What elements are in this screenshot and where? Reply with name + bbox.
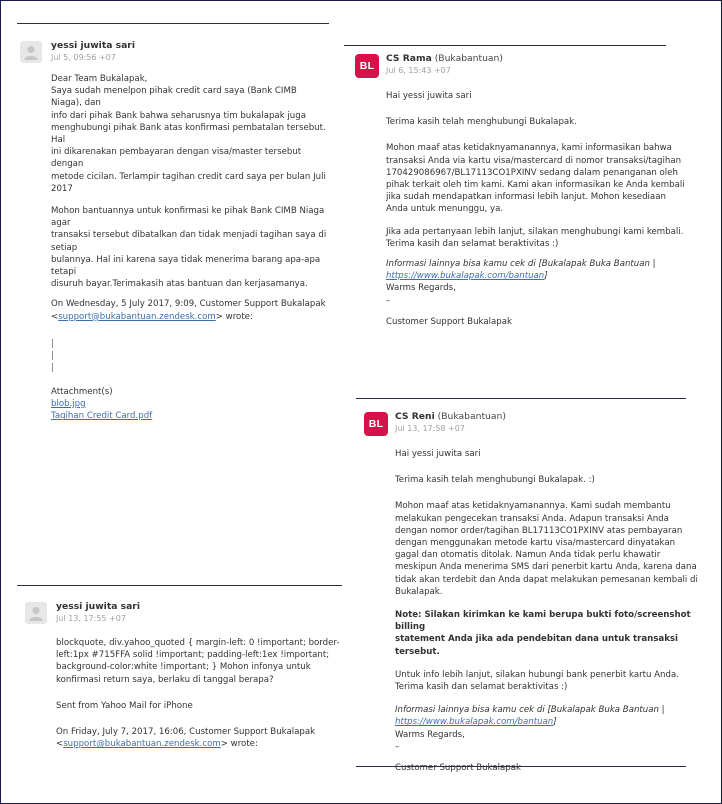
message-date: Jul 5, 09:56 +07 [51, 53, 116, 62]
help-link[interactable]: https://www.bukalapak.com/bantuan [386, 271, 545, 282]
message-paragraph: Jika ada pertanyaan lebih lanjut, silakan menghubungi kami kembali. Terima kasih dan selamat beraktivitas :) [386, 226, 684, 249]
user-avatar [25, 602, 47, 624]
message-paragraph: Untuk info lebih lanjut, silakan hubungi bank penerbit kartu Anda. Terima kasih dan selamat beraktivitas :) [395, 669, 679, 693]
message-date: Jul 6, 15:43 +07 [386, 66, 451, 75]
signature: Customer Support Bukalapak [386, 316, 512, 327]
info-link-line: https://www.bukalapak.com/bantuan] [386, 271, 548, 282]
divider-right-middle [356, 398, 686, 399]
signature: Customer Support Bukalapak [395, 763, 521, 774]
divider-left-bottom [17, 585, 342, 586]
person-icon [23, 44, 39, 60]
email-link[interactable]: support@bukabantuan.zendesk.com [63, 739, 221, 750]
message-date: Jul 13, 17:55 +07 [56, 614, 126, 623]
greeting: Hai yessi juwita sari [386, 91, 472, 101]
attachment-link[interactable]: blob.jpg [51, 399, 86, 410]
sender-name[interactable]: yessi juwita sari [51, 40, 135, 51]
message-agent-rama [355, 54, 695, 328]
quote-bars: | | | [51, 338, 54, 373]
message-paragraph: Saya sudah menelpon pihak credit card saya (Bank CIMB Niaga), dan info dari pihak Bank bahwa seharusnya tim bukalapak juga menghubungi pihak Bank atas konfirmasi pembatalan tersebut. Hal ini dikarenakan pembayaran dengan visa/master tersebut dengan metode cicilan. Terlampir tagihan credit card saya per bulan Juli 2017 [51, 86, 326, 194]
message-date: Jul 13, 17:58 +07 [395, 424, 465, 433]
info-text: Informasi lainnya bisa kamu cek di [Bukalapak Buka Bantuan | [386, 259, 656, 270]
user-avatar [20, 41, 42, 63]
message-paragraph: Mohon bantuannya untuk konfirmasi ke pihak Bank CIMB Niaga agar transaksi tersebut dibatalkan dan tidak menjadi tagihan saya di setiap bulannya. Hal ini karena saya tidak menerima barang apa-apa tetapi disuruh bayar.Terimakasih atas bantuan dan kerjasamanya. [51, 206, 327, 290]
quote-header: On Wednesday, 5 July 2017, 9:09, Customer Support Bukalapak <support@bukabantuan.zendesk.com> wrote: [51, 299, 326, 322]
bukalapak-logo: BL [355, 54, 379, 78]
message-paragraph: Mohon maaf atas ketidaknyamanannya. Kami sudah membantu melakukan pengecekan transaksi Anda. Adapun transaksi Anda dengan nomor order/tagihan BL17113CO1PXINV atas pembayaran dengan menggunakan metode kartu visa/mastercard dinyatakan gagal dan otomatis ditolak. Namun Anda tidak perlu khawatir meskipun Anda menerima SMS dari penerbit kartu Anda, karena dana tidak akan terdebit dan Anda dapat melakukan pemesanan kembali di Bukalapak. [395, 501, 698, 597]
attachment-link[interactable]: Tagihan Credit Card.pdf [51, 411, 153, 422]
greeting: Dear Team Bukalapak, [51, 74, 148, 84]
regards: Warms Regards, [395, 729, 465, 740]
message-paragraph: Sent from Yahoo Mail for iPhone [56, 700, 193, 711]
agent-name[interactable]: CS Rama (Bukabantuan) [386, 53, 503, 64]
divider-top-right [344, 45, 666, 46]
attachments-label: Attachment(s) [51, 386, 113, 397]
regards: Warms Regards, [386, 283, 456, 294]
dash: – [395, 741, 400, 752]
message-customer-1 [20, 41, 330, 422]
sender-name[interactable]: yessi juwita sari [56, 601, 140, 612]
message-paragraph: Terima kasih telah menghubungi Bukalapak. :) [395, 475, 595, 486]
message-paragraph: blockquote, div.yahoo_quoted { margin-left: 0 !important; border- left:1px #715FFA solid !important; padding-left:1ex !important; background-color:white !important; } Mohon infonya untuk konfirmasi return saya, berlaku di tanggal berapa? [56, 638, 340, 685]
quote-header: On Friday, July 7, 2017, 16:06, Customer Support Bukalapak <support@bukabantuan.zendesk.com> wrote: [56, 727, 316, 750]
greeting: Hai yessi juwita sari [395, 449, 481, 459]
message-agent-reni [364, 412, 704, 774]
divider-top-left [17, 23, 329, 24]
dash: – [386, 295, 391, 306]
info-link-line: https://www.bukalapak.com/bantuan] [395, 717, 557, 728]
help-link[interactable]: https://www.bukalapak.com/bantuan [395, 717, 554, 728]
person-icon [28, 605, 44, 621]
message-paragraph: Mohon maaf atas ketidaknyamanannya, kami informasikan bahwa transaksi Anda via kartu visa/mastercard di nomor transaksi/tagihan 170429086967/BL17113CO1PXINV sedang dalam penanganan oleh pihak terkait oleh tim kami. Kami akan informasikan ke Anda kembali jika sudah mendapatkan informasi lebih lanjut. Mohon kesediaan Anda untuk menunggu, ya. [386, 143, 685, 215]
message-customer-2 [25, 602, 345, 750]
agent-name[interactable]: CS Reni (Bukabantuan) [395, 411, 506, 422]
info-text: Informasi lainnya bisa kamu cek di [Bukalapak Buka Bantuan | [395, 705, 665, 716]
bukalapak-logo: BL [364, 412, 388, 436]
message-paragraph: Terima kasih telah menghubungi Bukalapak. [386, 117, 577, 128]
note-paragraph: Note: Silakan kirimkan ke kami berupa bukti foto/screenshot billing statement Anda jika ada pendebitan dana untuk transaksi tersebut. [395, 610, 691, 657]
email-link[interactable]: support@bukabantuan.zendesk.com [58, 311, 216, 322]
